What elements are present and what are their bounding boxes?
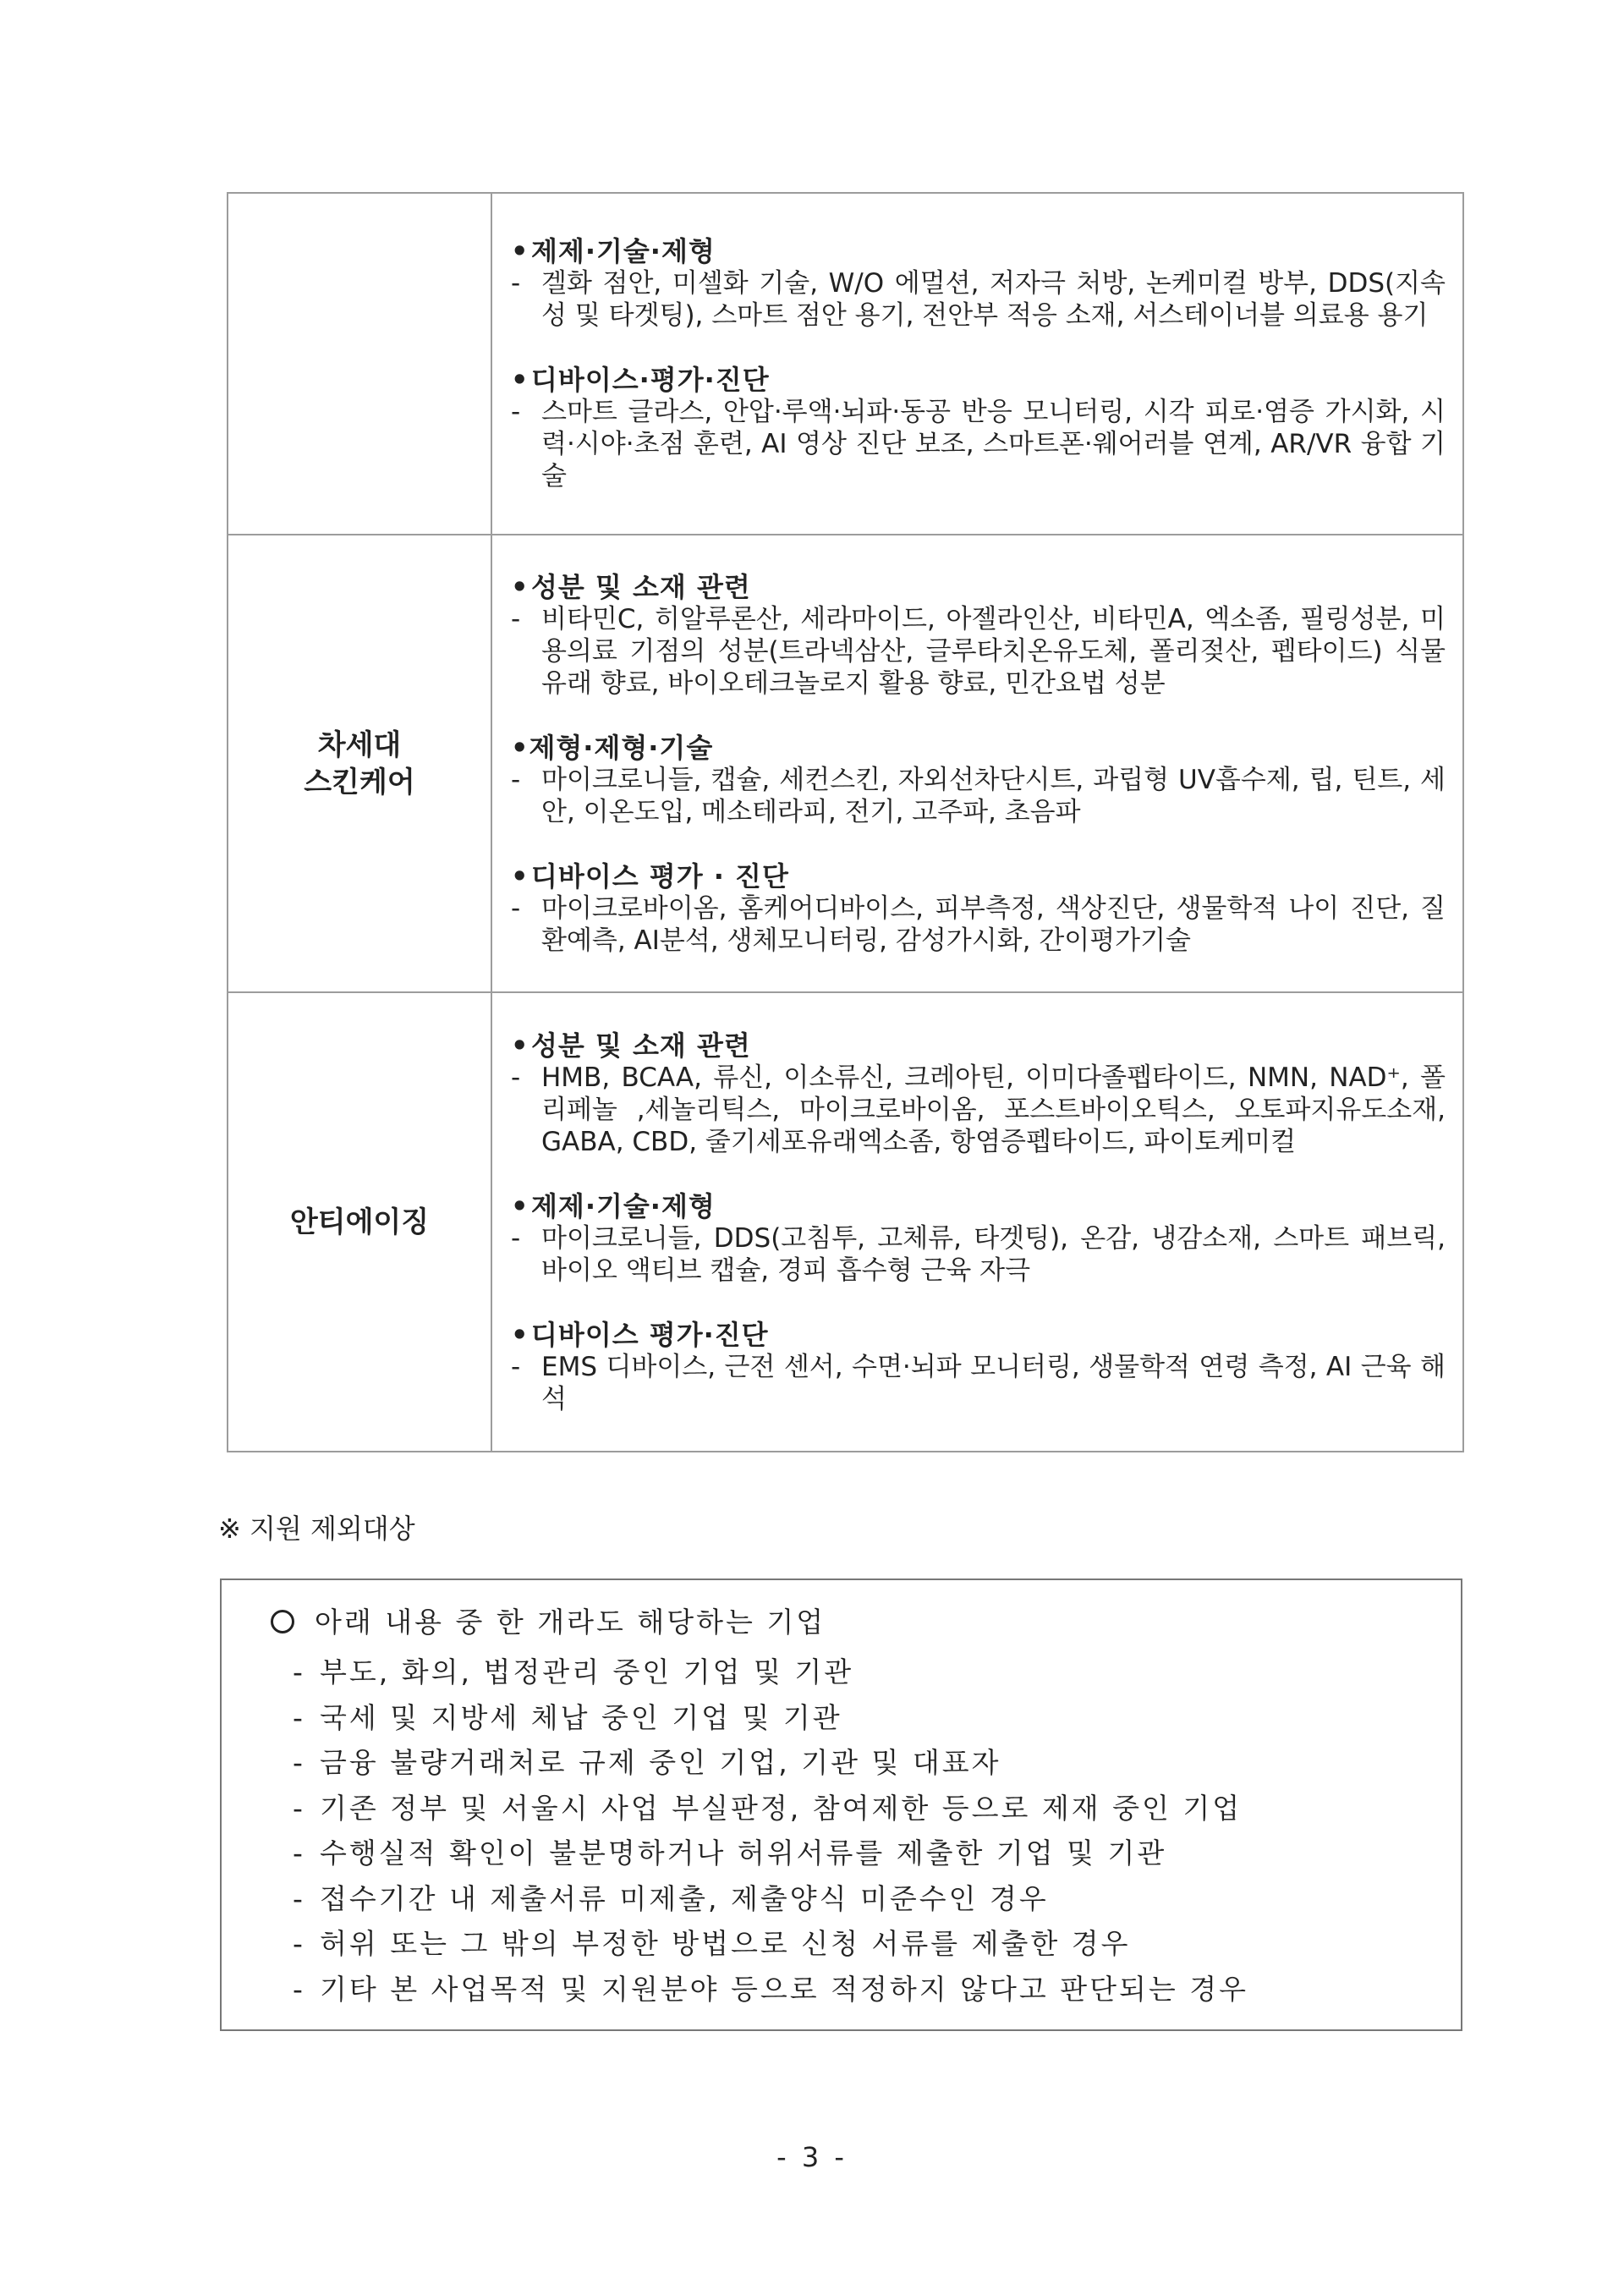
dash-icon: - — [511, 603, 521, 634]
dash-icon: - — [293, 1837, 305, 1869]
category-table — [227, 192, 1464, 1452]
notice-item: - 부도, 화의, 법정관리 중인 기업 및 기관 — [262, 1650, 1461, 1695]
table-row — [228, 193, 1463, 535]
section — [511, 571, 1446, 700]
bullet-icon: • — [511, 1029, 529, 1062]
dash-icon: - — [293, 1791, 305, 1825]
section — [511, 235, 1446, 332]
bullet-icon: • — [511, 1318, 529, 1351]
category-label: 스킨케어 — [304, 765, 415, 799]
dash-icon: - — [511, 1351, 521, 1382]
section-heading: • 성분 및 소재 관련 — [511, 1029, 751, 1062]
list-item: - 마이크로니들, 캡슐, 세컨스킨, 자외선차단시트, 과립형 UV흡수제, 립, 틴트, 세안, 이온도입, 메소테라피, 전기, 고주파, 초음파 — [511, 764, 1446, 827]
content-cell — [491, 535, 1463, 992]
dash-icon: - — [293, 1927, 305, 1960]
list-item: - 마이크로니들, DDS(고침투, 고체류, 타겟팅), 온감, 냉감소재, 스마트 패브릭, 바이오 액티브 캡슐, 경피 흡수형 근육 자극 — [511, 1222, 1446, 1286]
section — [511, 732, 1446, 828]
page-number: - 3 - — [776, 2141, 848, 2173]
bullet-icon: • — [511, 364, 529, 396]
section-heading: • 디바이스 평가 · 진단 — [511, 859, 789, 892]
category-label: 차세대 — [317, 727, 402, 762]
section-heading: • 제제·기술·제형 — [511, 235, 716, 267]
list-item: - 마이크로바이옴, 홈케어디바이스, 피부측정, 색상진단, 생물학적 나이 진단, 질환예측, AI분석, 생체모니터링, 감성가시화, 간이평가기술 — [511, 892, 1446, 956]
list-item: - EMS 디바이스, 근전 센서, 수면·뇌파 모니터링, 생물학적 연령 측정, AI 근육 해석 — [511, 1351, 1446, 1414]
category-label: 안티에이징 — [289, 1205, 430, 1239]
section — [511, 860, 1446, 957]
section-heading: •제형·제형·기술 — [511, 731, 714, 764]
bullet-icon: • — [511, 1189, 529, 1222]
section-heading: • 디바이스·평가·진단 — [511, 364, 770, 396]
circle-bullet-icon — [271, 1610, 294, 1633]
section-heading: • 성분 및 소재 관련 — [511, 570, 751, 603]
dash-icon: - — [293, 1972, 305, 2006]
content-cell — [491, 992, 1463, 1452]
section — [511, 364, 1446, 492]
section-heading: • 제제·기술·제형 — [511, 1189, 716, 1222]
section — [511, 1029, 1446, 1158]
list-item: - 스마트 글라스, 안압·루액·뇌파·동공 반응 모니터링, 시각 피로·염증 가시화, 시력·시야·초점 훈련, AI 영상 진단 보조, 스마트폰·웨어러블 연계, AR/VR 융합 기술 — [511, 397, 1446, 491]
notice-item: - 기타 본 사업목적 및 지원분야 등으로 적정하지 않다고 판단되는 경우 — [262, 1967, 1461, 2012]
section-heading: • 디바이스 평가·진단 — [511, 1318, 769, 1351]
dash-icon: - — [511, 764, 521, 795]
notice-item: - 접수기간 내 제출서류 미제출, 제출양식 미준수인 경우 — [262, 1876, 1461, 1922]
notice-item: - 허위 또는 그 밖의 부정한 방법으로 신청 서류를 제출한 경우 — [262, 1921, 1461, 1967]
bullet-icon: • — [511, 859, 529, 892]
dash-icon: - — [293, 1655, 305, 1688]
list-item: - 비타민C, 히알루론산, 세라마이드, 아젤라인산, 비타민A, 엑소좀, 필링성분, 미용의료 기점의 성분(트라넥삼산, 글루타치온유도체, 폴리젖산, 펩타이드) 식물 유래 향료, 바이오테크놀로지 활용 향료, 민간요법 성분 — [511, 603, 1446, 699]
dash-icon: - — [511, 1062, 521, 1093]
dash-icon: - — [293, 1881, 305, 1915]
list-item: - HMB, BCAA, 류신, 이소류신, 크레아틴, 이미다졸펩타이드, NMN, NAD⁺, 폴리페놀 ,세놀리틱스, 마이크로바이옴, 포스트바이오틱스, 오토파지유도소재, GABA, CBD, 줄기세포유래엑소좀, 항염증펩타이드, 파이토케미컬 — [511, 1062, 1446, 1157]
notice-item: - 금융 불량거래처로 규제 중인 기업, 기관 및 대표자 — [262, 1740, 1461, 1786]
dash-icon: - — [511, 268, 521, 299]
bullet-icon: • — [511, 570, 529, 603]
section — [511, 1190, 1446, 1287]
dash-icon: - — [511, 892, 521, 924]
dash-icon: - — [293, 1746, 305, 1779]
notice-title: ※ 지원 제외대상 — [218, 1513, 415, 1545]
notice-item: - 국세 및 지방세 체납 중인 기업 및 기관 — [262, 1695, 1461, 1741]
dash-icon: - — [293, 1700, 305, 1734]
bullet-icon: • — [511, 235, 529, 267]
notice-box — [220, 1578, 1462, 2031]
category-cell — [228, 535, 491, 992]
notice-item: - 기존 정부 및 서울시 사업 부실판정, 참여제한 등으로 제재 중인 기업 — [262, 1786, 1461, 1831]
notice-heading: 아래 내용 중 한 개라도 해당하는 기업 — [262, 1604, 1461, 1641]
dash-icon: - — [511, 1222, 521, 1254]
content-cell — [491, 193, 1463, 535]
list-item: - 겔화 점안, 미셀화 기술, W/O 에멀션, 저자극 처방, 논케미컬 방부, DDS(지속성 및 타겟팅), 스마트 점안 용기, 전안부 적응 소재, 서스테이너블 의료용 용기 — [511, 268, 1446, 331]
dash-icon: - — [511, 397, 521, 427]
notice-item: - 수행실적 확인이 불분명하거나 허위서류를 제출한 기업 및 기관 — [262, 1831, 1461, 1876]
category-cell-empty — [228, 193, 491, 535]
table-row — [228, 992, 1463, 1452]
category-cell — [228, 992, 491, 1452]
table-row — [228, 535, 1463, 992]
section — [511, 1319, 1446, 1415]
